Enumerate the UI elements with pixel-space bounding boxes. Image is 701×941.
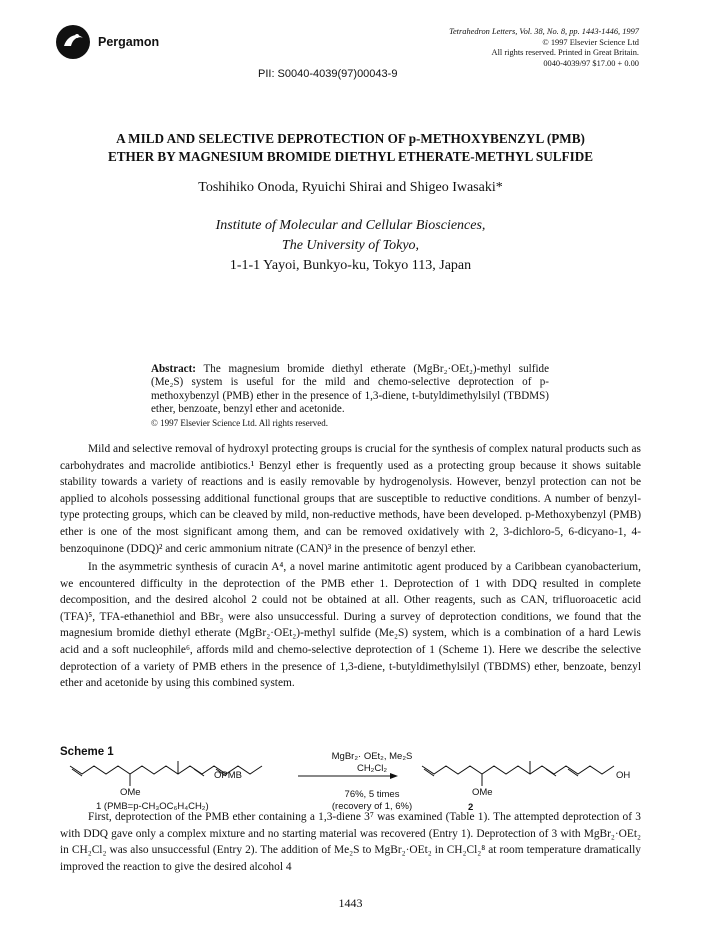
scheme-recovery: (recovery of 1, 6%) — [331, 801, 413, 812]
scheme-label: Scheme 1 — [60, 746, 114, 758]
body-paragraph-2 — [60, 559, 641, 692]
paragraph-text: In the asymmetric synthesis of curacin A⁴, a novel marine antimitotic agent produced by a Caribbean cyanobacterium, we encountered difficulty in the deprotection of the PMB ether 1. Deprotection of 1 with DDQ resulted in complete decomposition, and the desired alcohol 2 could not be obtained at all. Other reagents, such as CAN, trifluoroacetic acid (TFA)⁵, TFA-ethanethiol and BBr₃ were also unsuccessful. During a survey of deprotection conditions, we found that the magnesium bromide diethyl etherate (MgBr₂·OEt₂)-methyl sulfide (Me₂S) system, which is a combination of a hard Lewis acid and a soft nucleophile⁶, affords mild and chemo-selective deprotection of 1 (Scheme 1). Here we describe the selective deprotection of a variety of PMB ethers in the presence of 1,3-diene, t-butyldimethylsilyl (TBDMS) ether, benzoate, benzyl ether and acetonide by using this combined system. — [60, 561, 641, 690]
paper-title — [60, 130, 641, 166]
pii-identifier: PII: S0040-4039(97)00043-9 — [258, 68, 398, 80]
paragraph-text: First, deprotection of the PMB ether containing a 1,3-diene 3⁷ was examined (Table 1). The attempted deprotection of 3 with DDQ gave only a complex mixture and no starting material was recovered (Entry 1). Deprotection of 3 with MgBr₂·OEt₂ in CH₂Cl₂ was also unsuccessful (Entry 2). The addition of Me₂S to MgBr₂·OEt₂ in CH₂Cl₂⁸ at room temperature dramatically improved the reaction to give the desired alcohol 4 — [60, 811, 641, 873]
publisher-name: Pergamon — [98, 35, 160, 49]
body-paragraph-1 — [60, 441, 641, 557]
affiliation-university: The University of Tokyo, — [281, 238, 420, 253]
title-line-1: A MILD AND SELECTIVE DEPROTECTION OF p-METHOXYBENZYL (PMB) — [116, 131, 585, 146]
journal-copyright: © 1997 Elsevier Science Ltd — [542, 37, 639, 47]
double-bond — [546, 769, 556, 776]
double-bond — [194, 769, 204, 776]
affiliation — [60, 216, 641, 276]
scheme-compound-1-label: 1 (PMB=p-CH₃OC₆H₄CH₂) — [96, 801, 209, 812]
affiliation-address: 1-1-1 Yayoi, Bunkyo-ku, Tokyo 113, Japan — [229, 258, 472, 273]
scheme-reagents: MgBr₂· OEt₂, Me₂S — [331, 751, 413, 762]
scheme-ome-right: OMe — [472, 787, 493, 798]
journal-info — [449, 27, 639, 69]
abstract-copyright: © 1997 Elsevier Science Ltd. All rights reserved. — [151, 418, 329, 429]
journal-citation: Tetrahedron Letters, Vol. 38, No. 8, pp. 1443-1446, 1997 — [449, 27, 639, 36]
body-paragraph-3 — [60, 809, 641, 875]
scheme-oh-label: OH — [616, 770, 631, 781]
abstract-text: The magnesium bromide diethyl etherate (MgBr₂·OEt₂)-methyl sulfide (Me₂S) system is useful for the mild and chemo-selective deprotection of p-methoxybenzyl (PMB) ether in the presence of 1,3-diene, t-butyldimethylsilyl (TBDMS) ether, benzoate, benzyl ether and acetonide. — [151, 363, 549, 415]
scheme-ome-left: OMe — [120, 787, 141, 798]
abstract-lead: Abstract: — [151, 363, 196, 375]
authors: Toshihiko Onoda, Ryuichi Shirai and Shigeo Iwasaki* — [198, 180, 503, 195]
page-number: 1443 — [338, 896, 363, 910]
scheme-yield: 76%, 5 times — [344, 789, 400, 800]
scheme-solvent: CH₂Cl₂ — [356, 763, 388, 774]
scheme-opmb-label: OPMB — [214, 770, 242, 781]
affiliation-institute: Institute of Molecular and Cellular Biosciences, — [215, 218, 486, 233]
abstract — [151, 363, 549, 430]
paragraph-text: Mild and selective removal of hydroxyl protecting groups is crucial for the synthesis of complex natural products such as carbohydrates and macrolide antibiotics.¹ Benzyl ether is frequently used as a protecting group because it shows suitable stability towards a variety of reactions and is easily removable by hydrogenolysis. However, benzyl protection can not be applied to alcohols possessing additional functional groups that are susceptible to reductive conditions. A number of benzyl-type protecting groups, which can be cleaved by mild, non-reductive methods, have been developed. p-Methoxybenzyl (PMB) ether is one of the most significant among them, and can be removed oxidatively with 2, 3-dichloro-5, 6-dicyano-1, 4-benzoquinone (DDQ)² and ceric ammonium nitrate (CAN)³ in the presence of benzyl ether. — [60, 443, 641, 555]
journal-price: 0040-4039/97 $17.00 + 0.00 — [543, 58, 639, 68]
pergamon-logo — [55, 24, 91, 60]
scheme-compound-2-label: 2 — [468, 802, 474, 813]
title-line-2: ETHER BY MAGNESIUM BROMIDE DIETHYL ETHERATE-METHYL SULFIDE — [107, 149, 594, 164]
journal-rights: All rights reserved. Printed in Great Britain. — [491, 48, 639, 58]
